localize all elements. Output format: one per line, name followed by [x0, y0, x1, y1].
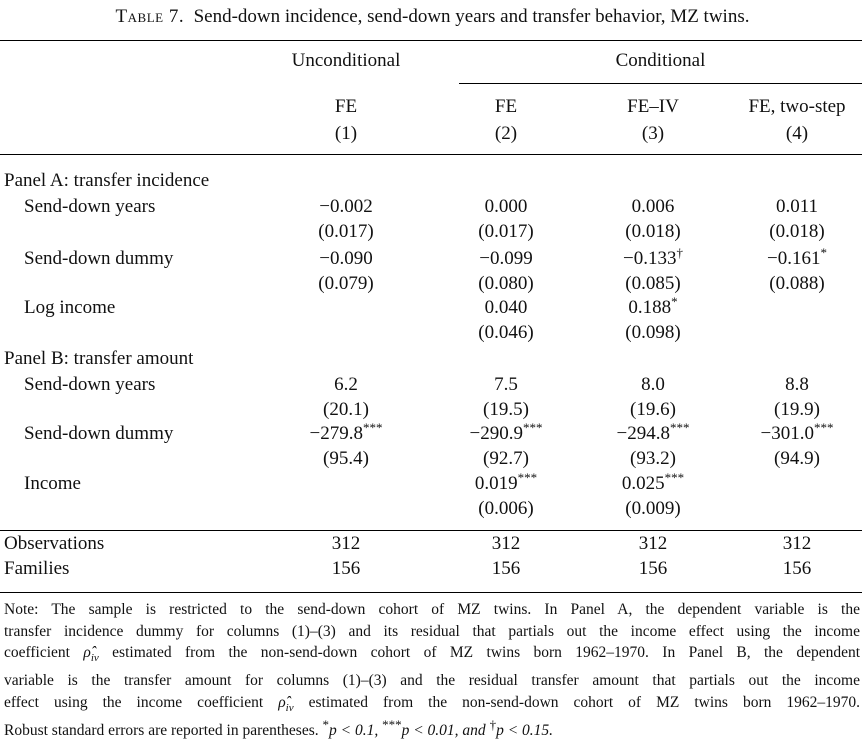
se-cell: (0.079): [318, 273, 374, 294]
column-method: FE: [494, 96, 518, 117]
coef-cell: [727, 374, 865, 396]
coef-value: 6.2: [334, 374, 358, 395]
group-unconditional: Unconditional: [291, 50, 401, 71]
note-text: estimated from the non-send-down cohort of MZ twins born 1962–1970.: [308, 693, 860, 711]
significance-marker: ***: [517, 470, 538, 485]
note-text: effect using the income coefficient: [4, 693, 264, 711]
coef-value: 0.188: [628, 297, 672, 318]
coef-value: −294.8: [616, 423, 670, 444]
rho-symbol: $\rhô_{iv}$: [278, 693, 294, 714]
coef-value: 7.5: [494, 374, 518, 395]
note-line: transfer incidence dummy for columns (1)–(3) and its residual that partials out the income effect using the income: [4, 622, 860, 640]
observations-value: 312: [331, 533, 361, 554]
significance-marker: ***: [664, 470, 685, 485]
coef-value: 0.019: [474, 473, 518, 494]
se-cell: (0.098): [625, 322, 681, 343]
coef-value: 0.000: [484, 196, 528, 217]
coef-value: 0.025: [621, 473, 665, 494]
column-method: FE, two-step: [748, 96, 846, 117]
se-cell: (0.006): [478, 498, 534, 519]
se-cell: (0.088): [769, 273, 825, 294]
significance-marker: ***: [669, 420, 690, 435]
group-conditional: Conditional: [615, 50, 706, 71]
sig-symbol: ***: [382, 716, 402, 732]
note-text: Robust standard errors are reported in parentheses.: [4, 721, 319, 739]
note-line: [4, 692, 860, 720]
panel-title: Panel B: transfer amount: [4, 348, 194, 369]
observations-value: 312: [491, 533, 521, 554]
note-line: Note: The sample is restricted to the send-down cohort of MZ twins. In Panel A, the dependent variable is the: [4, 601, 860, 618]
coef-value: 0.006: [631, 196, 675, 217]
observations-value: 312: [782, 533, 812, 554]
significance-marker: *: [820, 245, 827, 260]
significance-marker: ***: [813, 420, 834, 435]
significance-marker: ***: [522, 420, 543, 435]
row-label: Income: [24, 473, 81, 494]
se-cell: (0.017): [318, 221, 374, 242]
significance-marker: ***: [362, 420, 383, 435]
se-cell: (0.046): [478, 322, 534, 343]
coef-cell: [727, 420, 865, 445]
coef-cell: [577, 420, 729, 445]
coef-value: −290.9: [469, 423, 523, 444]
coef-value: 0.040: [484, 297, 528, 318]
coef-value: −301.0: [760, 423, 814, 444]
coef-value: −279.8: [309, 423, 363, 444]
note-line: [4, 642, 860, 670]
observations-rule: [0, 530, 862, 531]
sig-symbol: †: [489, 716, 497, 732]
header-rule: [0, 154, 862, 155]
coef-cell: [577, 470, 729, 495]
coef-value: −0.090: [319, 248, 373, 269]
rho-symbol: $\rhô_{iv}$: [83, 644, 99, 665]
coef-value: −0.133: [623, 248, 677, 269]
note-text: estimated from the non-send-down cohort of MZ twins born 1962–1970. In Panel B, the dependent: [112, 644, 861, 662]
bottom-rule: [0, 592, 862, 593]
se-cell: (0.017): [478, 221, 534, 242]
significance-marker: *: [671, 294, 678, 309]
coef-cell: [430, 297, 582, 319]
se-cell: (20.1): [323, 399, 369, 420]
coef-cell: [727, 245, 865, 270]
coef-cell: [577, 374, 729, 396]
families-label: Families: [4, 558, 70, 579]
sig-symbol: *: [322, 716, 329, 732]
coef-value: −0.002: [319, 196, 373, 217]
column-number: (2): [494, 123, 518, 144]
coef-cell: [577, 196, 729, 218]
coef-value: 0.011: [775, 196, 819, 217]
se-cell: (95.4): [323, 448, 369, 469]
row-label: Send-down dummy: [24, 248, 174, 269]
coef-value: −0.161: [767, 248, 821, 269]
panel-title: Panel A: transfer incidence: [4, 170, 210, 191]
observations-value: 312: [638, 533, 668, 554]
column-number: (3): [641, 123, 665, 144]
coef-cell: [260, 248, 432, 270]
row-label: Send-down dummy: [24, 423, 174, 444]
column-method: FE: [334, 96, 358, 117]
se-cell: (92.7): [483, 448, 529, 469]
table-caption: [0, 6, 865, 28]
coef-cell: [430, 196, 582, 218]
se-cell: (94.9): [774, 448, 820, 469]
coef-value: −0.099: [479, 248, 533, 269]
caption-label: Table 7.: [115, 6, 185, 27]
coef-value: 8.0: [641, 374, 665, 395]
coef-cell: [577, 294, 729, 319]
se-cell: (19.5): [483, 399, 529, 420]
sig-text: p < 0.1,: [329, 721, 379, 739]
families-value: 156: [638, 558, 668, 579]
observations-label: Observations: [4, 533, 105, 554]
sig-text: p < 0.15.: [496, 721, 554, 739]
row-label: Send-down years: [24, 374, 156, 395]
coef-cell: [260, 420, 432, 445]
coef-cell: [577, 245, 729, 270]
conditional-rule: [459, 83, 862, 84]
note-line: [4, 716, 860, 741]
coef-cell: [260, 374, 432, 396]
caption-text: Send-down incidence, send-down years and transfer behavior, MZ twins.: [193, 6, 750, 27]
families-value: 156: [491, 558, 521, 579]
column-number: (4): [785, 123, 809, 144]
families-value: 156: [782, 558, 812, 579]
se-cell: (0.080): [478, 273, 534, 294]
note-text: coefficient: [4, 644, 70, 662]
column-method: FE–IV: [627, 96, 679, 117]
se-cell: (0.018): [769, 221, 825, 242]
row-label: Log income: [24, 297, 116, 318]
coef-cell: [260, 196, 432, 218]
coef-cell: [430, 470, 582, 495]
row-label: Send-down years: [24, 196, 156, 217]
coef-cell: [430, 248, 582, 270]
sig-text: p < 0.01, and: [401, 721, 486, 739]
note-line: variable is the transfer amount for columns (1)–(3) and the residual transfer amount that partials out the income: [4, 672, 860, 690]
se-cell: (19.9): [774, 399, 820, 420]
significance-marker: †: [676, 245, 683, 260]
se-cell: (0.018): [625, 221, 681, 242]
se-cell: (0.009): [625, 498, 681, 519]
se-cell: (93.2): [630, 448, 676, 469]
se-cell: (0.085): [625, 273, 681, 294]
se-cell: (19.6): [630, 399, 676, 420]
table-note: [4, 599, 860, 741]
coef-cell: [727, 196, 865, 218]
families-value: 156: [331, 558, 361, 579]
column-number: (1): [334, 123, 358, 144]
coef-cell: [430, 420, 582, 445]
top-rule: [0, 40, 862, 41]
coef-cell: [430, 374, 582, 396]
coef-value: 8.8: [785, 374, 809, 395]
